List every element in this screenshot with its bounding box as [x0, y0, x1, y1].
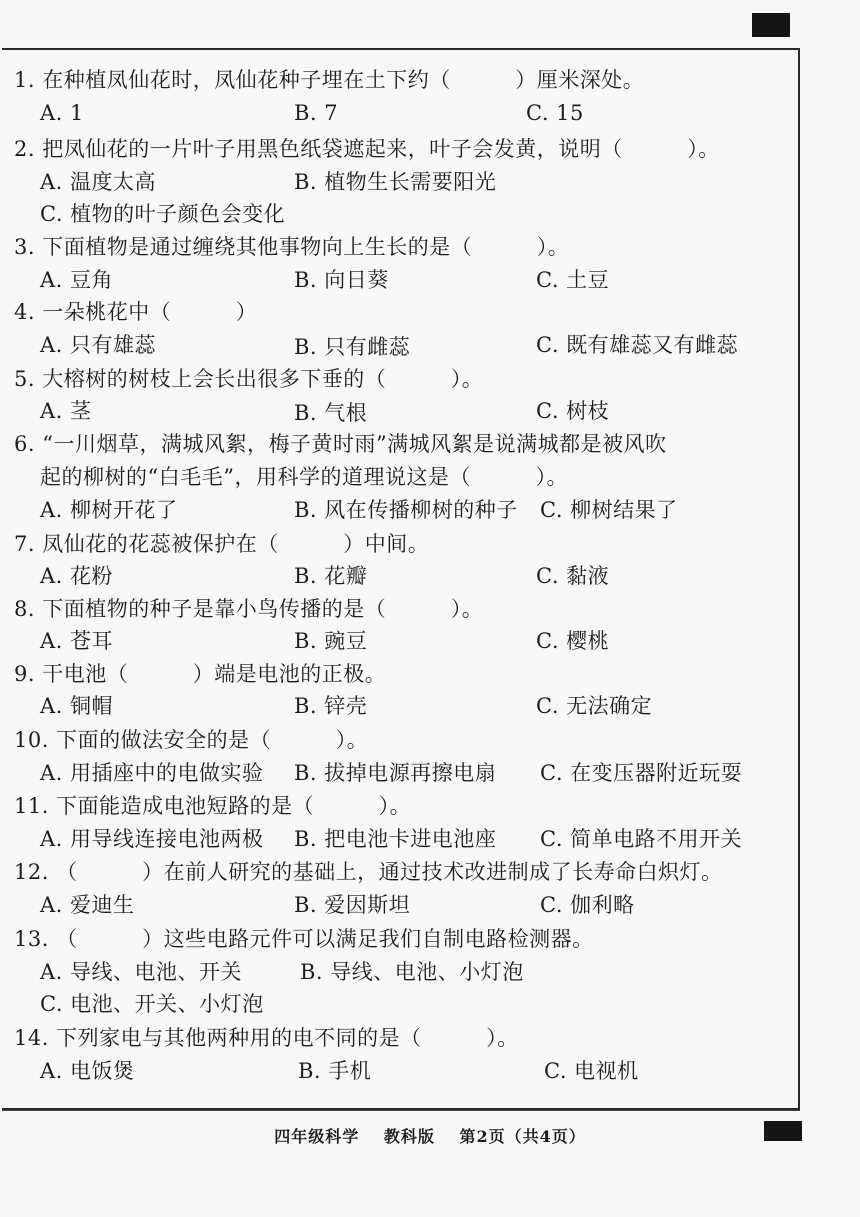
question-stem-continued: 起的柳树的“白毛毛”，用科学的道理说这是（ ）。 [40, 465, 568, 489]
page-footer [0, 1124, 860, 1147]
option-b: B. 向日葵 [294, 268, 389, 292]
question-stem: 10. 下面的做法安全的是（ ）。 [14, 728, 369, 752]
option-a: A. 花粉 [40, 564, 114, 588]
question-stem: 4. 一朵桃花中（ ） [14, 300, 258, 324]
option-c: C. 植物的叶子颜色会变化 [40, 202, 286, 226]
option-a: A. 1 [40, 101, 84, 125]
option-b: B. 豌豆 [294, 629, 368, 653]
option-b: B. 花瓣 [294, 564, 368, 588]
question-stem: 11. 下面能造成电池短路的是（ ）。 [14, 794, 412, 818]
question-stem: 7. 凤仙花的花蕊被保护在（ ）中间。 [14, 532, 430, 556]
option-c: C. 树枝 [536, 399, 610, 423]
option-b: B. 植物生长需要阳光 [294, 170, 497, 194]
option-a: A. 柳树开花了 [40, 498, 178, 522]
option-b: B. 手机 [298, 1059, 372, 1083]
question-stem: 12. （ ）在前人研究的基础上，通过技术改进制成了长寿命白炽灯。 [14, 860, 723, 884]
registration-mark-bottom [764, 1121, 802, 1141]
option-a: A. 用导线连接电池两极 [40, 827, 264, 851]
option-c: C. 樱桃 [536, 629, 610, 653]
option-c: C. 既有雄蕊又有雌蕊 [536, 333, 739, 357]
option-a: A. 电饭煲 [40, 1059, 135, 1083]
option-c: C. 黏液 [536, 564, 610, 588]
option-c: C. 电视机 [544, 1059, 639, 1083]
option-a: A. 爱迪生 [40, 893, 135, 917]
option-b: B. 把电池卡进电池座 [294, 827, 497, 851]
question-stem: 8. 下面植物的种子是靠小鸟传播的是（ ）。 [14, 597, 484, 621]
registration-mark-top [752, 13, 790, 37]
option-c: C. 15 [526, 101, 584, 125]
footer-page-number: 第2页（共4页） [459, 1127, 586, 1146]
question-stem: 6. “一川烟草，满城风絮，梅子黄时雨”满城风絮是说满城都是被风吹 [14, 432, 667, 456]
option-b: B. 风在传播柳树的种子 [294, 498, 518, 522]
option-a: A. 豆角 [40, 268, 114, 292]
option-b: B. 导线、电池、小灯泡 [300, 960, 524, 984]
question-stem: 9. 干电池（ ）端是电池的正极。 [14, 662, 387, 686]
option-a: A. 导线、电池、开关 [40, 960, 243, 984]
question-stem: 1. 在种植凤仙花时，凤仙花种子埋在土下约（ ）厘米深处。 [14, 68, 645, 92]
option-a: A. 茎 [40, 399, 92, 423]
option-a: A. 苍耳 [40, 629, 114, 653]
option-c: C. 柳树结果了 [540, 498, 678, 522]
option-c: C. 电池、开关、小灯泡 [40, 992, 264, 1016]
question-stem: 5. 大榕树的树枝上会长出很多下垂的（ ）。 [14, 367, 484, 391]
footer-grade-subject: 四年级科学 [274, 1127, 360, 1146]
option-a: A. 温度太高 [40, 170, 157, 194]
option-c: C. 在变压器附近玩耍 [540, 761, 743, 785]
question-stem: 2. 把凤仙花的一片叶子用黑色纸袋遮起来，叶子会发黄，说明（ ）。 [14, 137, 720, 161]
question-stem: 13. （ ）这些电路元件可以满足我们自制电路检测器。 [14, 927, 594, 951]
option-b: B. 爱因斯坦 [294, 893, 411, 917]
bottom-rule [2, 1110, 800, 1111]
option-a: A. 用插座中的电做实验 [40, 761, 264, 785]
option-b: B. 气根 [294, 401, 368, 425]
option-b: B. 锌壳 [294, 694, 368, 718]
option-c: C. 伽利略 [540, 893, 635, 917]
option-a: A. 只有雄蕊 [40, 333, 157, 357]
question-stem: 14. 下列家电与其他两种用的电不同的是（ ）。 [14, 1026, 519, 1050]
footer-edition: 教科版 [383, 1127, 435, 1146]
option-b: B. 拔掉电源再擦电扇 [294, 761, 497, 785]
option-c: C. 简单电路不用开关 [540, 827, 743, 851]
option-b: B. 7 [294, 101, 339, 125]
option-c: C. 土豆 [536, 268, 610, 292]
question-stem: 3. 下面植物是通过缠绕其他事物向上生长的是（ ）。 [14, 235, 570, 259]
option-b: B. 只有雌蕊 [294, 335, 411, 359]
option-a: A. 铜帽 [40, 694, 114, 718]
option-c: C. 无法确定 [536, 694, 653, 718]
